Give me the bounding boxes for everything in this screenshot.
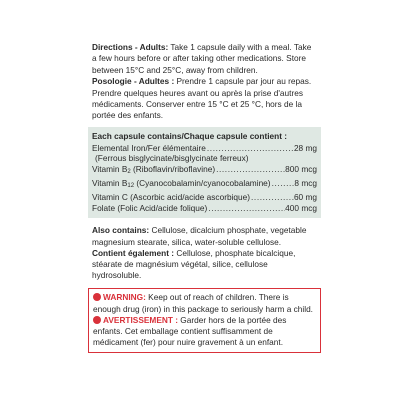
ingredient-row-vitamin-c — [92, 192, 317, 203]
ingredient-amount: 400 mcg — [285, 202, 317, 213]
ingredient-row-b2 — [92, 164, 317, 178]
ingredient-name — [92, 164, 215, 178]
avertissement-heading: AVERTISSEMENT : — [103, 314, 178, 325]
leader-dots — [207, 203, 285, 214]
leader-dots — [206, 143, 294, 154]
ingredient-amount: 60 mg — [293, 191, 317, 202]
ingredient-name: Elemental Iron/Fer élémentaire — [92, 142, 206, 153]
ingredients-heading: Each capsule contains/Chaque capsule contient : — [92, 130, 288, 141]
directions-paragraph — [92, 42, 317, 76]
ingredient-name-base: Vitamin B — [92, 164, 128, 175]
ingredient-amount: 8 mcg — [294, 178, 317, 189]
also-contains-text: Cellulose, dicalcium phosphate, vegetable magnesium stearate, silica, water-soluble cellulose. — [92, 225, 307, 247]
directions-section — [92, 42, 317, 76]
warning-heading: WARNING: — [103, 292, 146, 303]
also-contains-section — [92, 225, 317, 281]
warning-text: Keep out of reach of children. There is enough drug (iron) in this package to seriously harm a child. — [93, 292, 313, 314]
also-contains-heading: Also contains: — [92, 225, 150, 236]
warning-en — [93, 292, 316, 314]
ingredient-name-rest: (Cyanocobalamin/cyanocobalamine) — [134, 178, 271, 189]
posologie-heading: Posologie - Adultes : — [92, 76, 175, 87]
ingredient-row-folate — [92, 203, 317, 214]
ingredients-panel — [88, 127, 321, 219]
ingredient-name: Vitamin C (Ascorbic acid/acide ascorbique) — [92, 191, 251, 202]
ingredient-amount: 800 mcg — [285, 164, 317, 175]
directions-heading: Directions - Adults: — [92, 42, 169, 52]
posologie-paragraph — [92, 76, 317, 122]
ingredient-iron-note: (Ferrous bisglycinate/bisglycinate ferreux) — [95, 153, 249, 164]
leader-dots — [215, 164, 285, 178]
ingredient-amount: 28 mg — [293, 142, 317, 153]
leader-dots — [250, 192, 294, 203]
contient-egalement-fr — [92, 248, 317, 282]
also-contains-en — [92, 225, 317, 247]
posologie-text: Prendre 1 capsule par jour au repas. Prendre quelques heures avant ou après la prise d'autres médicaments. Conserver entre 15 °C et 25 °C, hors de la portée des enfants. — [92, 76, 312, 121]
warning-dot-icon — [93, 293, 101, 301]
ingredient-name: Folate (Folic Acid/acide folique) — [92, 202, 208, 213]
warning-box — [88, 288, 321, 353]
ingredient-row-iron — [92, 143, 317, 154]
ingredient-row-b12 — [92, 178, 317, 192]
ingredient-name — [92, 178, 271, 192]
avertissement-fr — [93, 315, 316, 349]
contient-egalement-text: Cellulose, phosphate bicalcique, stéarate de magnésium végétal, silice, cellulose hydrosoluble. — [92, 247, 296, 281]
supplement-label-panel — [92, 42, 317, 353]
posologie-section — [92, 76, 317, 122]
ingredient-subscript: 2 — [127, 169, 131, 176]
ingredient-subscript: 12 — [127, 183, 135, 190]
avertissement-text: Garder hors de la portée des enfants. Cet emballage contient suffisamment de médicament (fer) pour nuire gravement à un enfant. — [93, 314, 287, 348]
directions-text: Take 1 capsule daily with a meal. Take a few hours before or after taking other medications. Store between 15°C and 25°C, away from children. — [92, 42, 312, 75]
ingredient-name-rest: (Riboflavin/riboflavine) — [130, 164, 216, 175]
contient-egalement-heading: Contient également : — [92, 247, 175, 258]
leader-dots — [271, 178, 295, 192]
warning-dot-icon — [93, 316, 101, 324]
ingredient-name-base: Vitamin B — [92, 178, 128, 189]
